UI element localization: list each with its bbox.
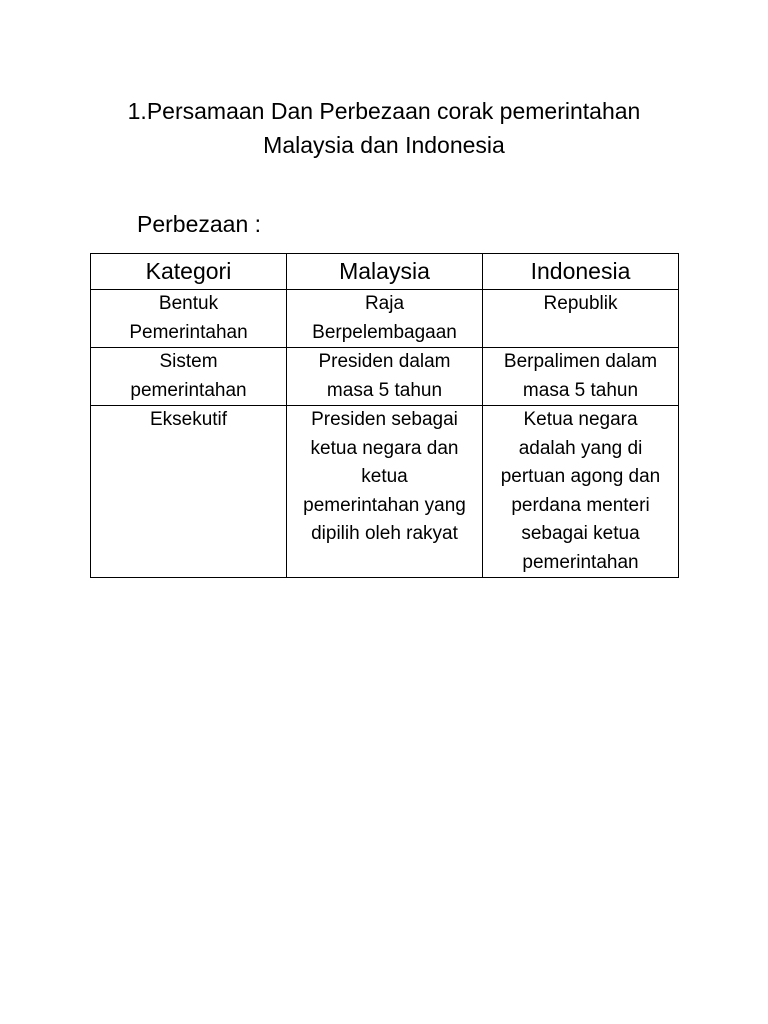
document-title: [40, 94, 728, 162]
table-row: [91, 348, 679, 406]
table-cell: [91, 290, 287, 348]
table-cell: [91, 348, 287, 406]
cell-text: Sistem pemerintahan: [130, 351, 247, 401]
cell-text: Bentuk Pemerintahan: [129, 293, 248, 343]
table-row: [91, 406, 679, 578]
table-header-row: [91, 254, 679, 290]
table-cell: [483, 348, 679, 406]
cell-text: Presiden sebagai ketua negara dan ketua pemerintahan yang dipilih oleh rakyat: [303, 409, 466, 544]
header-malaysia: Malaysia: [287, 254, 483, 290]
table-cell: [483, 406, 679, 578]
cell-text: Ketua negara adalah yang di pertuan agong dan perdana menteri sebagai ketua pemerintahan: [500, 409, 661, 573]
table-row: [91, 290, 679, 348]
section-subheading: Perbezaan :: [137, 211, 262, 237]
table-cell: [287, 406, 483, 578]
title-line-1: 1.Persamaan Dan Perbezaan corak pemerintahan: [127, 98, 641, 124]
title-line-2: Malaysia dan Indonesia: [263, 132, 505, 158]
comparison-table: [90, 253, 679, 578]
header-indonesia: Indonesia: [483, 254, 679, 290]
cell-text: Presiden dalam masa 5 tahun: [318, 351, 451, 401]
cell-text: Republik: [543, 293, 618, 314]
header-kategori: Kategori: [91, 254, 287, 290]
cell-text: Berpalimen dalam masa 5 tahun: [503, 351, 658, 401]
cell-text: Raja Berpelembagaan: [312, 293, 457, 343]
table-cell: [91, 406, 287, 578]
table-cell: [287, 348, 483, 406]
table-cell: [483, 290, 679, 348]
cell-text: Eksekutif: [149, 409, 228, 430]
table-cell: [287, 290, 483, 348]
